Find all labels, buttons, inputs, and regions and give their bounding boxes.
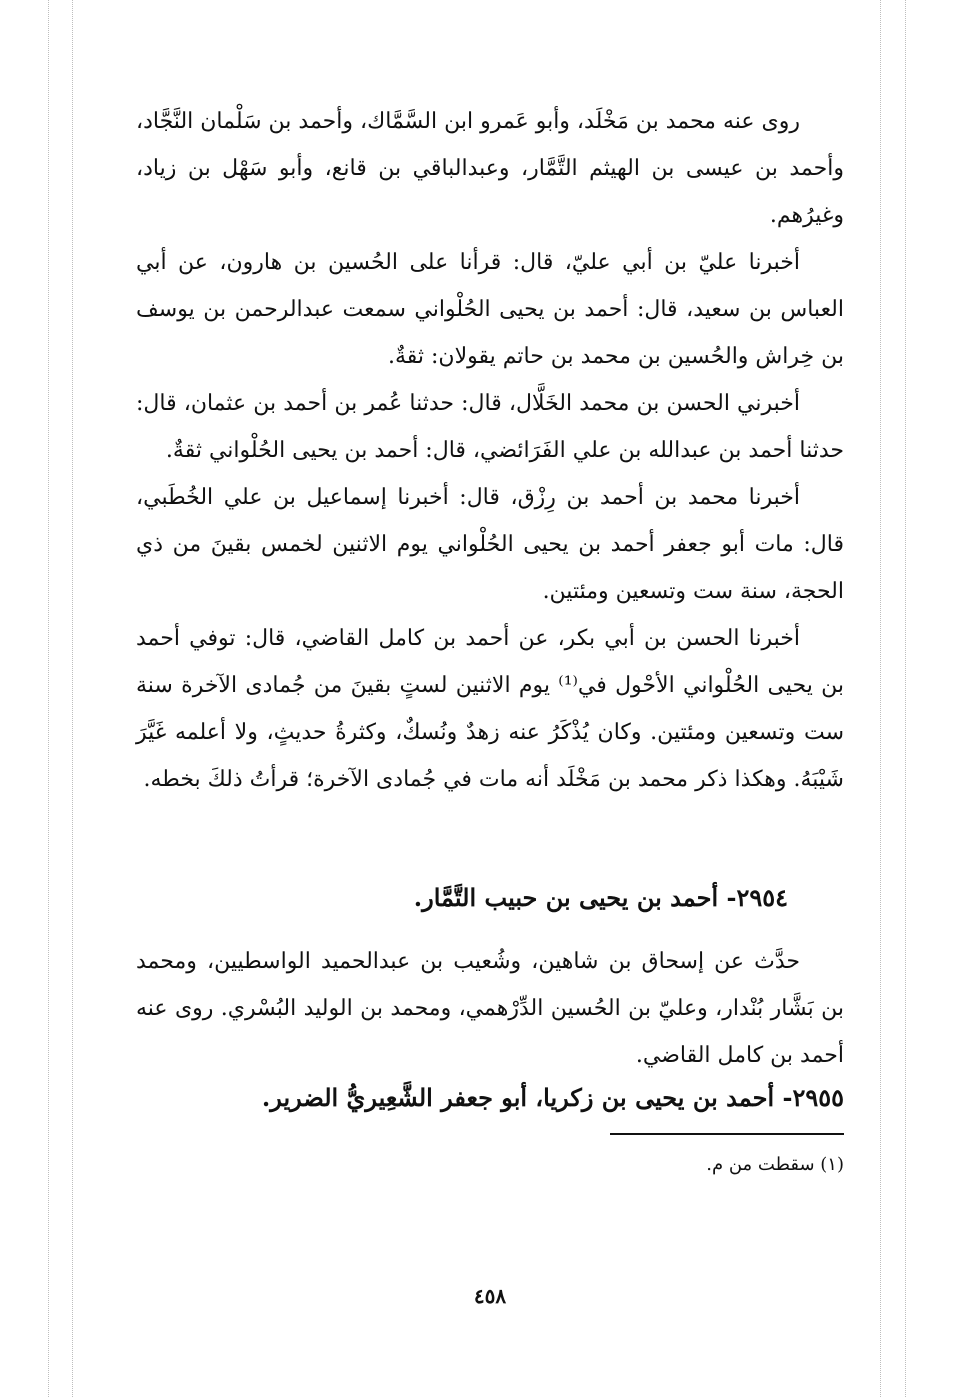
footnote: (١) سقطت من م.: [706, 1154, 844, 1175]
scan-guide-line: [48, 0, 49, 1397]
scan-guide-line: [880, 0, 881, 1397]
entry-2954-body: حدَّث عن إسحاق بن شاهين، وشُعيب بن عبدالحميد الواسطيين، ومحمد بن بَشَّار بُنْدار، وعليّ بن الحُسين الدِّرْهمي، ومحمد بن الوليد البُسْري. روى عنه أحمد بن كامل القاضي.: [136, 949, 844, 1068]
entry-2955-heading: ٢٩٥٥- أحمد بن يحيى بن زكريا، أبو جعفر الشَّعِيريُّ الضرير.: [261, 1083, 844, 1112]
entry-2954-heading: ٢٩٥٤- أحمد بن يحيى بن حبيب التَّمَّار.: [413, 883, 788, 912]
scan-guide-line: [905, 0, 906, 1397]
main-text: [136, 98, 844, 803]
scan-guide-line: [72, 0, 73, 1397]
paragraph-death-date: أخبرنا الحسن بن أبي بكر، عن أحمد بن كامل القاضي، قال: توفي أحمد بن يحيى الحُلْواني الأحْول في⁽¹⁾ يوم الاثنين لستٍ بقينَ من جُمادى الآخرة سنة ست وتسعين ومئتين. وكان يُذْكَرُ عنه زهدٌ ونُسكٌ، وكثرةُ حديثٍ، ولا أعلمه غَيَّرَ شَيْبَهُ. وهكذا ذكر محمد بن مَخْلَد أنه مات في جُمادى الآخرة؛ قرأتُ ذلكَ بخطه.: [136, 626, 845, 792]
paragraph-narrators: روى عنه محمد بن مَخْلَد، وأبو عَمرو ابن السَّمَّاك، وأحمد بن سَلْمان النَّجَّاد، وأحمد بن عيسى بن الهيثم التَّمَّار، وعبدالباقي بن قانع، وأبو سَهْل بن زياد، وغيرُهم.: [136, 109, 844, 228]
entry-2954-text: [136, 938, 844, 1079]
paragraph-ibn-rizq: أخبرنا محمد بن أحمد بن رِزْق، قال: أخبرنا إسماعيل بن علي الخُطَبي، قال: مات أبو جعفر أحمد بن يحيى الحُلْواني يوم الاثنين لخمس بقينَ من ذي الحجة، سنة ست وتسعين ومئتين.: [136, 485, 844, 604]
paragraph-al-khallal: أخبرني الحسن بن محمد الخَلَّال، قال: حدثنا عُمر بن أحمد بن عثمان، قال: حدثنا أحمد بن عبدالله بن علي الفَرَائضي، قال: أحمد بن يحيى الحُلْواني ثقةٌ.: [136, 391, 844, 463]
paragraph-ali-bin-abi-ali: أخبرنا عليّ بن أبي عليّ، قال: قرأنا على الحُسين بن هارون، عن أبي العباس بن سعيد، قال: أحمد بن يحيى الحُلْواني سمعت عبدالرحمن بن يوسف بن خِراش والحُسين بن محمد بن حاتم يقولان: ثقةٌ.: [136, 250, 844, 369]
page-number: ٤٥٨: [473, 1284, 507, 1308]
footnote-divider: [610, 1133, 844, 1135]
